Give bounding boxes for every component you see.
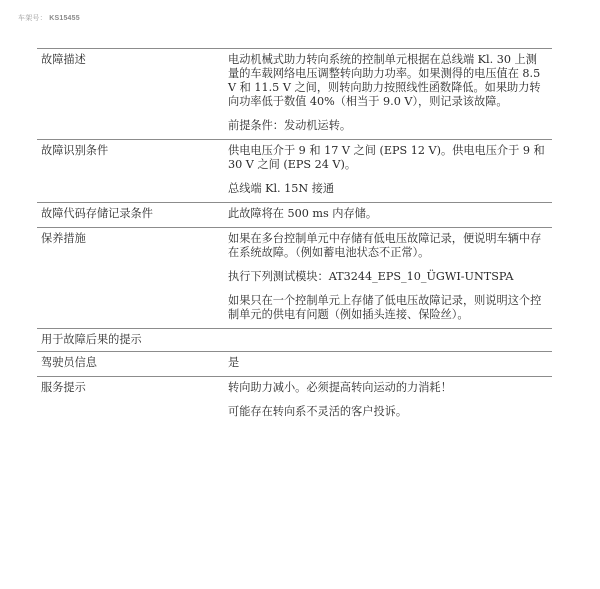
paragraph: 可能存在转向系不灵活的客户投诉。 [228,405,408,418]
row-label: 驾驶员信息 [41,356,97,369]
paragraph: 总线端 Kl. 15N 接通 [228,182,335,195]
row-storage-conditions [37,203,552,228]
row-label: 服务提示 [41,381,86,394]
paragraph: 此故障将在 500 ms 内存储。 [228,207,378,220]
paragraph: 电动机械式助力转向系统的控制单元根据在总线端 Kl. 30 上测量的车载网络电压调整转向助力功率。如果测得的电压值在 8.5 V 和 11.5 V 之间，则转向助力按照线性函数降低。如果助力转向功率低于数值 40%（相当于 9.0 V），则记录该故障。 [228,53,541,108]
row-content [224,203,552,228]
row-fault-consequence-notes [37,329,552,352]
paragraph: 如果只在一个控制单元上存储了低电压故障记录，则说明这个控制单元的供电有问题（例如插头连接、保险丝）。 [228,294,542,321]
vin-value: KS15455 [49,15,80,22]
paragraph: 执行下列测试模块：AT3244_EPS_10_ÜGWI-UNTSPA [228,270,514,283]
paragraph: 如果在多台控制单元中存储有低电压故障记录，便说明车辆中存在系统故障。（例如蓄电池状态不正常）。 [228,232,542,259]
row-content [224,228,552,329]
row-label: 用于故障后果的提示 [41,333,142,346]
row-label: 故障描述 [41,53,86,66]
paragraph: 转向助力减小。必须提高转向运动的力消耗！ [228,381,452,394]
row-content [224,329,552,352]
paragraph: 供电电压介于 9 和 17 V 之间 (EPS 12 V)。供电电压介于 9 和 30 V 之间 (EPS 24 V)。 [228,144,545,171]
row-fault-description [37,49,552,140]
row-label: 故障识别条件 [41,144,109,157]
row-content [224,140,552,203]
vin-header [18,13,80,23]
row-content [224,49,552,140]
paragraph: 前提条件：发动机运转。 [228,119,352,132]
row-content [224,377,552,426]
row-maintenance-measures [37,228,552,329]
vin-label: 车架号： [18,14,47,22]
row-label: 故障代码存储记录条件 [41,207,153,220]
row-driver-information [37,352,552,377]
paragraph: 是 [228,356,240,369]
fault-info-table [37,48,552,425]
row-label: 保养措施 [41,232,86,245]
row-service-notes [37,377,552,426]
row-content [224,352,552,377]
row-detection-conditions [37,140,552,203]
